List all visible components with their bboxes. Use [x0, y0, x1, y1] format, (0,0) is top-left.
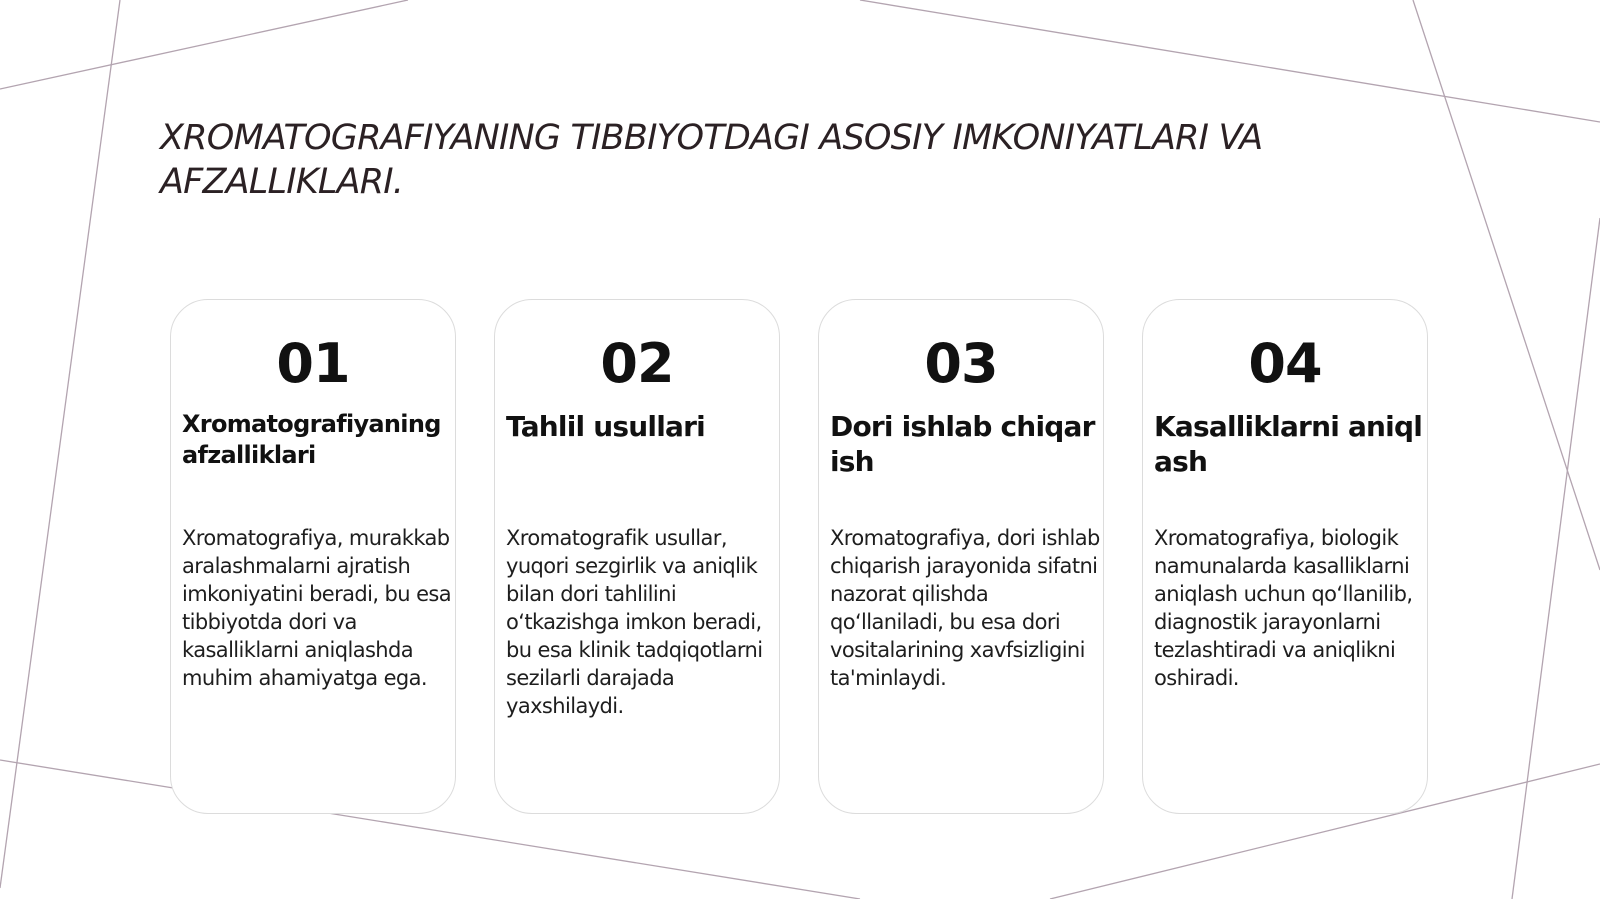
- feature-card-02: [494, 299, 780, 814]
- card-number: 01: [276, 332, 350, 395]
- card-heading: Tahlil usullari: [506, 410, 705, 443]
- page-title: XROMATOGRAFIYANING TIBBIYOTDAGI ASOSIY IMKONIYATLARI VA AFZALLIKLARI.: [160, 118, 1263, 202]
- card-number: 03: [924, 332, 998, 395]
- card-heading: Dori ishlab chiqarish: [830, 410, 1095, 478]
- decorative-line: [1413, 0, 1600, 570]
- feature-card-03: [818, 299, 1104, 814]
- decorative-line: [0, 0, 408, 89]
- decorative-line: [1512, 218, 1600, 899]
- card-number: 04: [1248, 332, 1322, 395]
- decorative-line: [860, 0, 1600, 122]
- decorative-line: [0, 0, 120, 888]
- card-number: 02: [600, 332, 674, 395]
- card-description: Xromatografiya, dori ishlab chiqarish jarayonida sifatni nazorat qilishda qo‘llaniladi, bu esa dori vositalarining xavfsizligini ta'minlaydi.: [830, 526, 1100, 690]
- feature-card-01: [170, 299, 456, 814]
- card-heading: Kasalliklarni aniqlash: [1154, 410, 1423, 478]
- feature-card-04: [1142, 299, 1428, 814]
- card-description: Xromatografiya, biologik namunalarda kasalliklarni aniqlash uchun qo‘llanilib, diagnostik jarayonlarni tezlashtiradi va aniqlikni oshiradi.: [1154, 526, 1413, 690]
- card-description: Xromatografiya, murakkab aralashmalarni ajratish imkoniyatini beradi, bu esa tibbiyotda dori va kasalliklarni aniqlashda muhim ahamiyatga ega.: [182, 526, 451, 690]
- card-heading: Xromatografiyaning afzalliklari: [182, 410, 441, 469]
- card-description: Xromatografik usullar, yuqori sezgirlik va aniqlik bilan dori tahlilini o‘tkazishga imkon beradi, bu esa klinik tadqiqotlarni sezilarli darajada yaxshilaydi.: [506, 526, 763, 718]
